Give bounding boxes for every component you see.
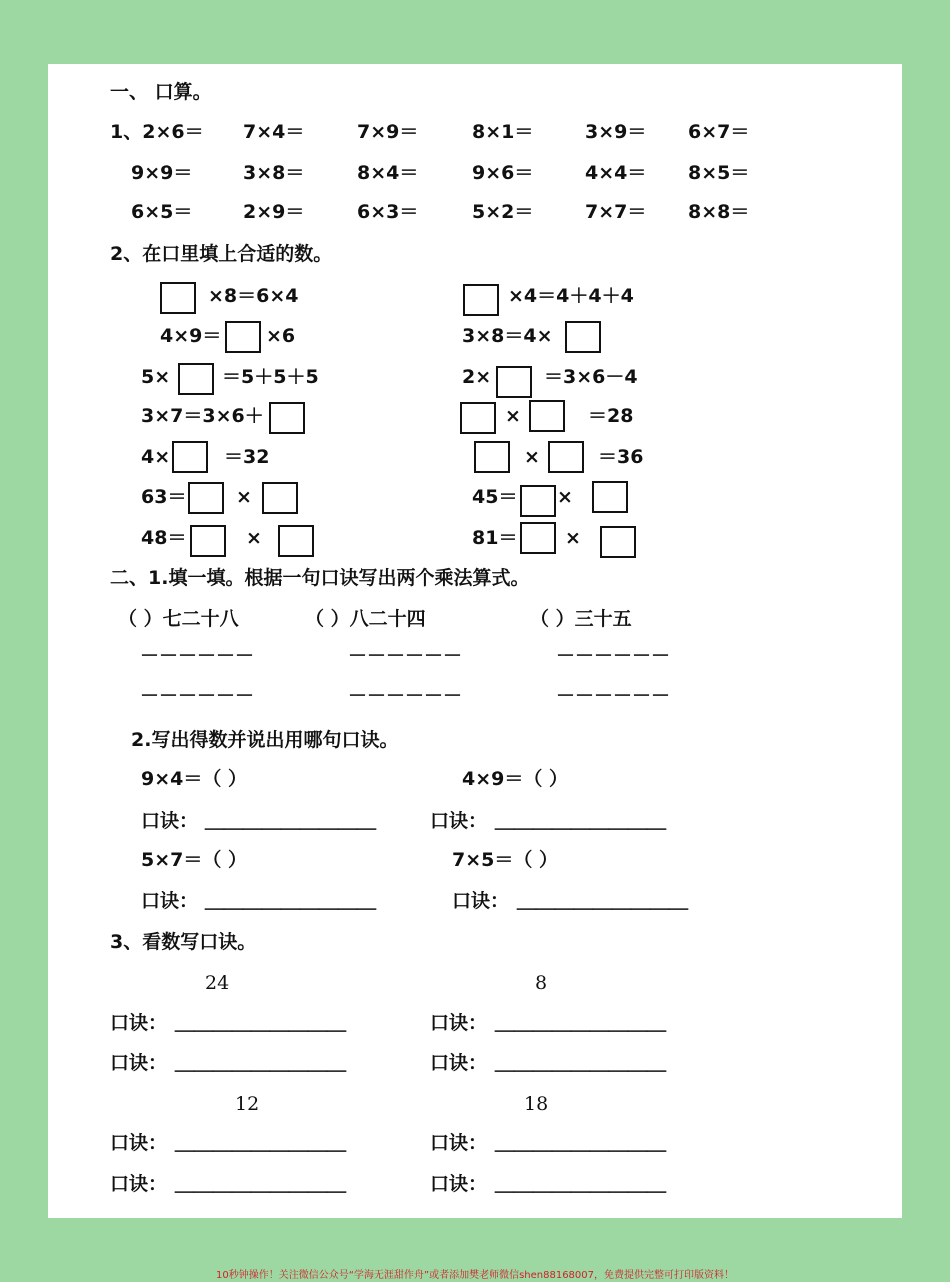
equation-text: ＝28 — [588, 405, 634, 427]
equation-text: × — [524, 446, 540, 468]
mnemonic-prompt: （ ）三十五 — [530, 608, 632, 630]
koujue-label: 口诀： — [430, 1012, 488, 1034]
mnemonic-prompt: （ ）七二十八 — [118, 608, 239, 630]
equation-text: ×8＝6×4 — [208, 285, 299, 307]
footer-promo-text: 10秒钟操作！关注微信公众号“学海无涯甜作舟”或者添加樊老师微信shen88168007，免费提供完整可打印版资料！ — [215, 1270, 735, 1281]
answer-box[interactable] — [520, 522, 556, 554]
answer-box[interactable] — [225, 321, 261, 353]
equation-text: 4× — [141, 446, 171, 468]
oral-item: 8×1＝ — [472, 121, 534, 143]
koujue-line[interactable]: ＿＿＿＿＿＿＿＿＿ — [175, 1132, 347, 1154]
answer-box[interactable] — [592, 481, 628, 513]
oral-item: 7×4＝ — [243, 121, 305, 143]
answer-line[interactable]: －－－－－－ — [348, 685, 463, 707]
equation-text: × — [557, 486, 573, 508]
koujue-line[interactable]: ＿＿＿＿＿＿＿＿＿ — [495, 1173, 667, 1195]
oral-item: 8×4＝ — [357, 162, 419, 184]
oral-item: 8×5＝ — [688, 162, 750, 184]
equation-text: 5×7＝（ ） — [141, 849, 247, 871]
equation-text: ×4＝4＋4＋4 — [508, 285, 634, 307]
koujue-line[interactable]: ＿＿＿＿＿＿＿＿＿ — [175, 1173, 347, 1195]
equation-text: ＝5＋5＋5 — [222, 366, 319, 388]
fill-heading: 2、在口里填上合适的数。 — [110, 243, 333, 265]
answer-box[interactable] — [188, 482, 224, 514]
answer-box[interactable] — [600, 526, 636, 558]
koujue-label: 口诀： — [430, 1052, 488, 1074]
answer-box[interactable] — [160, 282, 196, 314]
answer-box[interactable] — [529, 400, 565, 432]
koujue-label: 口诀： — [110, 1132, 168, 1154]
oral-item: 1、2×6＝ — [110, 121, 204, 143]
target-number: 8 — [535, 972, 548, 994]
koujue-label: 口诀： — [452, 890, 510, 912]
equation-text: 4×9＝ — [160, 325, 222, 347]
answer-box[interactable] — [463, 284, 499, 316]
oral-item: 6×5＝ — [131, 201, 193, 223]
oral-item: 5×2＝ — [472, 201, 534, 223]
equation-text: 3×7＝3×6＋ — [141, 405, 264, 427]
target-number: 24 — [205, 972, 230, 994]
equation-text: × — [505, 405, 521, 427]
answer-box[interactable] — [178, 363, 214, 395]
equation-text: 5× — [141, 366, 171, 388]
equation-text: 81＝ — [472, 527, 518, 549]
koujue-line[interactable]: ＿＿＿＿＿＿＿＿＿ — [205, 890, 377, 912]
koujue-label: 口诀： — [430, 1173, 488, 1195]
answer-line[interactable]: －－－－－－ — [140, 685, 255, 707]
target-number: 12 — [235, 1093, 260, 1115]
koujue-line[interactable]: ＿＿＿＿＿＿＿＿＿ — [175, 1052, 347, 1074]
answer-box[interactable] — [460, 402, 496, 434]
answer-box[interactable] — [262, 482, 298, 514]
answer-line[interactable]: －－－－－－ — [140, 645, 255, 667]
oral-item: 6×3＝ — [357, 201, 419, 223]
sub-heading: 2.写出得数并说出用哪句口诀。 — [131, 729, 399, 751]
answer-box[interactable] — [190, 525, 226, 557]
koujue-label: 口诀： — [141, 890, 199, 912]
equation-text: 2× — [462, 366, 492, 388]
koujue-line[interactable]: ＿＿＿＿＿＿＿＿＿ — [495, 1012, 667, 1034]
section1-heading: 一、 口算。 — [110, 81, 212, 103]
koujue-line[interactable]: ＿＿＿＿＿＿＿＿＿ — [517, 890, 689, 912]
oral-item: 8×8＝ — [688, 201, 750, 223]
oral-item: 6×7＝ — [688, 121, 750, 143]
equation-text: 45＝ — [472, 486, 518, 508]
oral-item: 7×7＝ — [585, 201, 647, 223]
equation-text: ＝36 — [598, 446, 644, 468]
answer-box[interactable] — [172, 441, 208, 473]
oral-item: 4×4＝ — [585, 162, 647, 184]
koujue-label: 口诀： — [110, 1173, 168, 1195]
koujue-line[interactable]: ＿＿＿＿＿＿＿＿＿ — [205, 810, 377, 832]
answer-box[interactable] — [520, 485, 556, 517]
koujue-line[interactable]: ＿＿＿＿＿＿＿＿＿ — [495, 810, 667, 832]
oral-item: 3×9＝ — [585, 121, 647, 143]
equation-text: 48＝ — [141, 527, 187, 549]
target-number: 18 — [524, 1093, 549, 1115]
equation-text: 7×5＝（ ） — [452, 849, 558, 871]
answer-box[interactable] — [269, 402, 305, 434]
answer-box[interactable] — [474, 441, 510, 473]
equation-text: 9×4＝（ ） — [141, 768, 247, 790]
oral-item: 9×6＝ — [472, 162, 534, 184]
oral-item: 7×9＝ — [357, 121, 419, 143]
koujue-label: 口诀： — [110, 1012, 168, 1034]
oral-item: 3×8＝ — [243, 162, 305, 184]
answer-box[interactable] — [565, 321, 601, 353]
mnemonic-prompt: （ ）八二十四 — [305, 608, 426, 630]
section3-heading: 3、看数写口诀。 — [110, 931, 257, 953]
equation-text: ＝3×6－4 — [544, 366, 638, 388]
answer-box[interactable] — [548, 441, 584, 473]
equation-text: 4×9＝（ ） — [462, 768, 568, 790]
koujue-line[interactable]: ＿＿＿＿＿＿＿＿＿ — [175, 1012, 347, 1034]
equation-text: ＝32 — [224, 446, 270, 468]
koujue-label: 口诀： — [430, 810, 488, 832]
equation-text: × — [565, 527, 581, 549]
oral-item: 9×9＝ — [131, 162, 193, 184]
koujue-line[interactable]: ＿＿＿＿＿＿＿＿＿ — [495, 1132, 667, 1154]
equation-text: ×6 — [266, 325, 296, 347]
worksheet-page — [48, 64, 902, 1218]
koujue-label: 口诀： — [430, 1132, 488, 1154]
oral-item: 2×9＝ — [243, 201, 305, 223]
section2-heading: 二、1.填一填。根据一句口诀写出两个乘法算式。 — [110, 567, 530, 589]
koujue-line[interactable]: ＿＿＿＿＿＿＿＿＿ — [495, 1052, 667, 1074]
answer-line[interactable]: －－－－－－ — [348, 645, 463, 667]
answer-box[interactable] — [496, 366, 532, 398]
answer-line[interactable]: －－－－－－ — [556, 685, 671, 707]
answer-line[interactable]: －－－－－－ — [556, 645, 671, 667]
equation-text: × — [236, 486, 252, 508]
answer-box[interactable] — [278, 525, 314, 557]
koujue-label: 口诀： — [110, 1052, 168, 1074]
equation-text: × — [246, 527, 262, 549]
equation-text: 3×8＝4× — [462, 325, 553, 347]
equation-text: 63＝ — [141, 486, 187, 508]
koujue-label: 口诀： — [141, 810, 199, 832]
